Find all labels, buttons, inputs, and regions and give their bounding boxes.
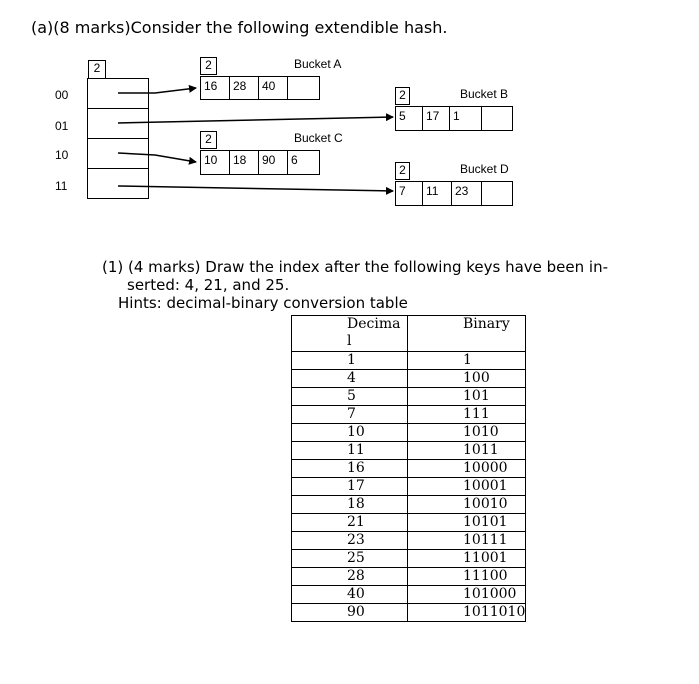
decimal-cell: 28	[292, 568, 408, 586]
header-decimal: Decima l	[292, 316, 408, 352]
bucket-b-slot: 17	[422, 106, 450, 131]
decimal-cell: 23	[292, 532, 408, 550]
directory-slot-01	[87, 108, 149, 139]
question-heading: (a)(8 marks)Consider the following extendible hash.	[31, 18, 448, 37]
bucket-c-slot: 10	[200, 150, 230, 175]
bucket-d-slot: 11	[422, 181, 452, 206]
table-row	[292, 532, 526, 550]
binary-cell: 1010	[408, 424, 526, 442]
decimal-cell: 25	[292, 550, 408, 568]
table-row	[292, 478, 526, 496]
directory-slot-00	[87, 78, 149, 109]
part1-text-line2: serted: 4, 21, and 25.	[127, 276, 290, 294]
binary-cell: 1	[408, 352, 526, 370]
binary-cell: 11100	[408, 568, 526, 586]
bucket-d-slot: 7	[395, 181, 423, 206]
table-row	[292, 496, 526, 514]
bucket-b-label: Bucket B	[460, 87, 509, 101]
directory-label-01: 01	[55, 119, 69, 133]
table-row	[292, 586, 526, 604]
table-header-row	[292, 316, 526, 352]
table-row	[292, 460, 526, 478]
decimal-cell: 5	[292, 388, 408, 406]
table-row	[292, 352, 526, 370]
bucket-c-local-depth: 2	[200, 131, 217, 149]
decimal-cell: 90	[292, 604, 408, 622]
directory-label-11: 11	[55, 179, 68, 193]
table-row	[292, 370, 526, 388]
binary-cell: 10101	[408, 514, 526, 532]
header-binary: Binary	[408, 316, 526, 352]
bucket-d-label: Bucket D	[460, 162, 509, 176]
table-row	[292, 406, 526, 424]
decimal-cell: 16	[292, 460, 408, 478]
directory-label-00: 00	[55, 88, 69, 102]
binary-cell: 1011010	[408, 604, 526, 622]
decimal-cell: 7	[292, 406, 408, 424]
decimal-cell: 40	[292, 586, 408, 604]
bucket-b-slot: 1	[449, 106, 482, 131]
binary-cell: 100	[408, 370, 526, 388]
table-row	[292, 604, 526, 622]
bucket-b-local-depth: 2	[395, 87, 410, 105]
bucket-a-slot: 16	[200, 76, 230, 100]
decimal-cell: 17	[292, 478, 408, 496]
table-row	[292, 424, 526, 442]
table-row	[292, 388, 526, 406]
decimal-cell: 4	[292, 370, 408, 388]
bucket-a-label: Bucket A	[294, 57, 342, 71]
directory-slot-11	[87, 168, 149, 199]
binary-cell: 11001	[408, 550, 526, 568]
bucket-d-slot: 23	[451, 181, 482, 206]
bucket-c-slot: 18	[229, 150, 259, 175]
bucket-c-label: Bucket C	[294, 131, 343, 145]
bucket-a-local-depth: 2	[200, 57, 217, 75]
decimal-cell: 10	[292, 424, 408, 442]
decimal-cell: 11	[292, 442, 408, 460]
hint-text: Hints: decimal-binary conversion table	[118, 294, 408, 312]
bucket-d-local-depth: 2	[395, 162, 410, 180]
binary-cell: 10111	[408, 532, 526, 550]
binary-cell: 101	[408, 388, 526, 406]
table-row	[292, 550, 526, 568]
table-row	[292, 568, 526, 586]
pointer-01-to-bucket-b	[118, 117, 393, 123]
decimal-cell: 18	[292, 496, 408, 514]
decimal-cell: 21	[292, 514, 408, 532]
pointer-11-to-bucket-d	[118, 186, 393, 191]
table-row	[292, 442, 526, 460]
conversion-table	[291, 315, 526, 622]
binary-cell: 10000	[408, 460, 526, 478]
binary-cell: 101000	[408, 586, 526, 604]
binary-cell: 10001	[408, 478, 526, 496]
global-depth-box: 2	[88, 60, 106, 79]
table-row	[292, 514, 526, 532]
bucket-d-slot	[481, 181, 513, 206]
bucket-b-slot: 5	[395, 106, 423, 131]
bucket-a-slot	[287, 76, 320, 100]
bucket-a-slot: 28	[229, 76, 259, 100]
bucket-a-slot: 40	[258, 76, 288, 100]
part1-text-line1: (1) (4 marks) Draw the index after the following keys have been in-	[102, 258, 609, 276]
binary-cell: 111	[408, 406, 526, 424]
bucket-c-slot: 6	[287, 150, 320, 175]
bucket-c-slot: 90	[258, 150, 288, 175]
bucket-b-slot	[481, 106, 513, 131]
binary-cell: 1011	[408, 442, 526, 460]
decimal-cell: 1	[292, 352, 408, 370]
directory-label-10: 10	[55, 148, 69, 162]
binary-cell: 10010	[408, 496, 526, 514]
directory-slot-10	[87, 138, 149, 169]
